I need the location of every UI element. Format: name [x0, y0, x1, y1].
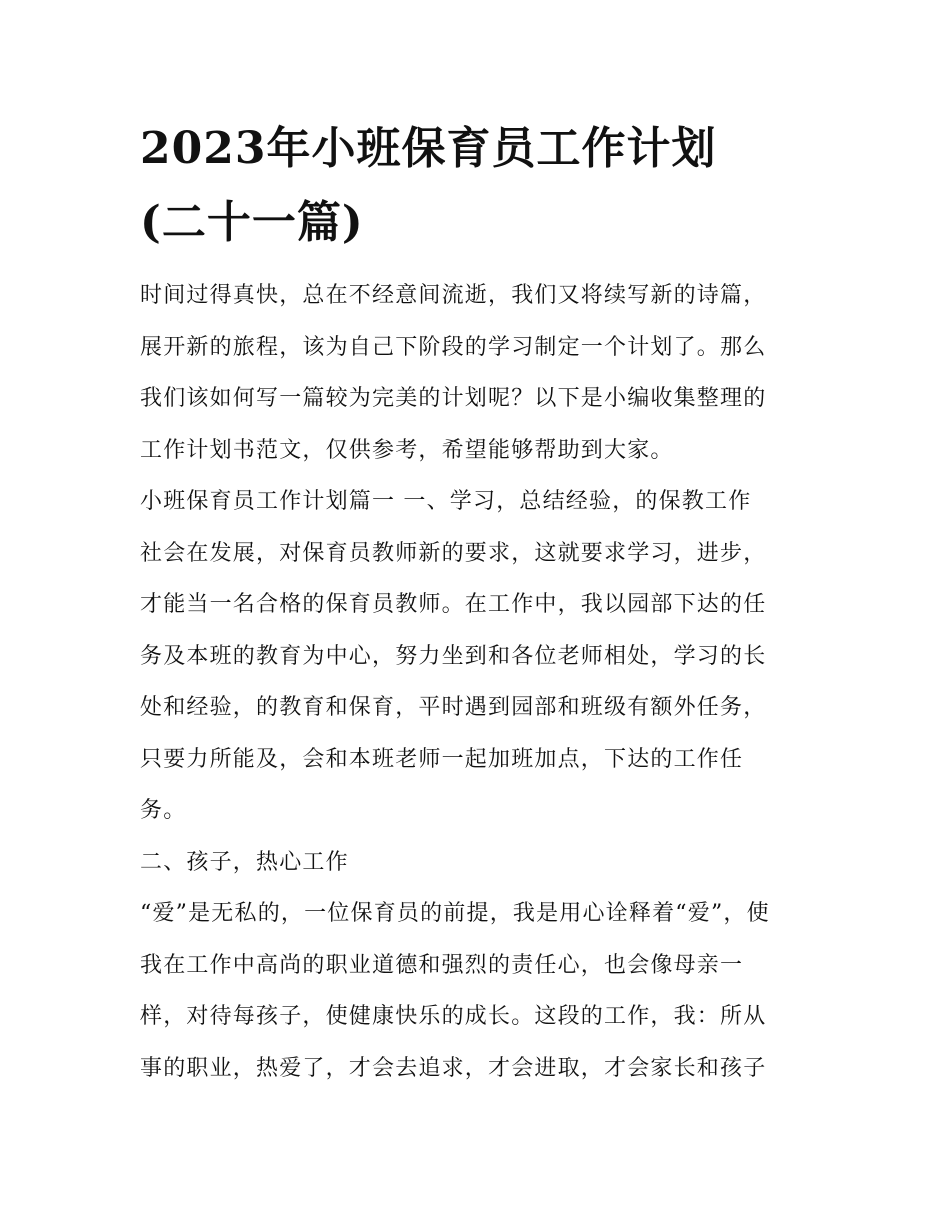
text-line: 我们该如何写一篇较为完美的计划呢？以下是小编收集整理的	[140, 386, 767, 411]
text-line: 务及本班的教育为中心，努力坐到和各位老师相处，学习的长	[140, 643, 767, 669]
text-line: 小班保育员工作计划篇一 一、学习，总结经验，的保教工作	[140, 489, 752, 514]
text-line: 我在工作中高尚的职业道德和强烈的责任心，也会像母亲一	[140, 952, 744, 978]
text-line: 工作计划书范文，仅供参考，希望能够帮助到大家。	[140, 437, 674, 463]
text-line: 只要力所能及，会和本班老师一起加班加点，下达的工作任	[140, 746, 744, 772]
text-line: 事的职业，热爱了，才会去追求，才会进取，才会家长和孩子	[140, 1055, 767, 1081]
section-heading: 二、孩子，热心工作	[140, 849, 349, 875]
document-page	[140, 112, 820, 1094]
document-title	[140, 112, 820, 260]
text-line: 务。	[140, 798, 187, 823]
text-line: 处和经验，的教育和保育，平时遇到园部和班级有额外任务，	[140, 695, 767, 720]
text-line: 社会在发展，对保育员教师新的要求，这就要求学习，进步，	[140, 540, 767, 566]
document-body	[140, 270, 820, 1094]
text-line: 样，对待每孩子，使健康快乐的成长。这段的工作，我：所从	[140, 1004, 767, 1029]
title-line-2: (二十一篇)	[140, 197, 364, 248]
text-line: 时间过得真快，总在不经意间流逝，我们又将续写新的诗篇，	[140, 283, 767, 308]
text-line: 才能当一名合格的保育员教师。在工作中，我以园部下达的任	[140, 592, 767, 617]
text-line: 展开新的旅程，该为自己下阶段的学习制定一个计划了。那么	[140, 334, 767, 360]
title-line-1: 2023年小班保育员工作计划	[140, 123, 717, 174]
text-line: “爱”是无私的，一位保育员的前提，我是用心诠释着“爱”，使	[140, 901, 770, 926]
